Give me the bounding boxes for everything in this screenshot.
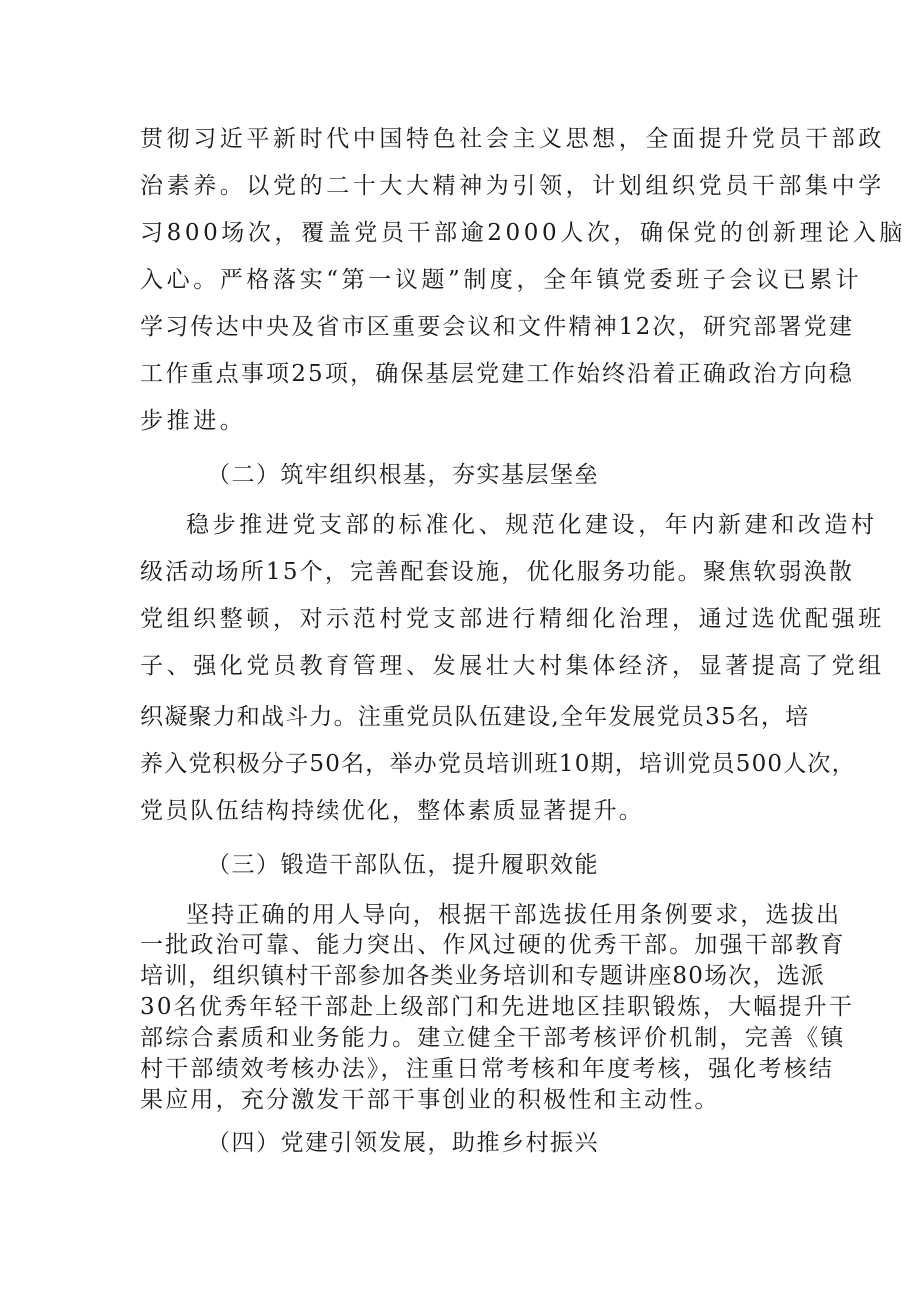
section-heading: （四）党建引领发展，助推乡村振兴 — [207, 1130, 599, 1156]
paragraph-2-line: 级活动场所15个，完善配套设施，优化服务功能。聚焦软弱涣散 — [140, 559, 855, 585]
section-heading: （二）筑牢组织根基，夯实基层堡垒 — [207, 462, 599, 488]
paragraph-1-line: 学习传达中央及省市区重要会议和文件精神12次，研究部署党建 — [140, 314, 855, 340]
paragraph-3-line: 坚持正确的用人导向，根据干部选拔任用条例要求，选拔出 — [186, 902, 842, 928]
paragraph-3-line: 村干部绩效考核办法》，注重日常考核和年度考核，强化考核结 — [140, 1056, 835, 1082]
paragraph-2-line: 养入党积极分子50名，举办党员培训班10期，培训党员500人次， — [140, 751, 856, 777]
paragraph-3-line: 部综合素质和业务能力。建立健全干部考核评价机制，完善《镇 — [140, 1025, 846, 1051]
paragraph-1-line: 贯彻习近平新时代中国特色社会主义思想，全面提升党员干部政 — [140, 126, 885, 152]
paragraph-1-line: 入心。严格落实“第一议题”制度，全年镇党委班子会议已累计 — [140, 267, 863, 293]
paragraph-2-line: 子、强化党员教育管理、发展壮大村集体经济，显著提高了党组 — [140, 653, 885, 679]
paragraph-2-line: 织凝聚力和战斗力。注重党员队伍建设,全年发展党员35名，培 — [140, 704, 810, 730]
section-heading: （三）锻造干部队伍，提升履职效能 — [207, 852, 599, 878]
paragraph-2-line: 稳步推进党支部的标准化、规范化建设，年内新建和改造村 — [186, 512, 878, 538]
paragraph-1-line: 步推进。 — [140, 408, 247, 434]
paragraph-1-line: 工作重点事项25项，确保基层党建工作始终沿着正确政治方向稳 — [140, 361, 855, 387]
paragraph-1-line: 治素养。以党的二十大大精神为引领，计划组织党员干部集中学 — [140, 173, 885, 199]
paragraph-2-line: 党员队伍结构持续优化，整体素质显著提升。 — [140, 798, 644, 824]
paragraph-3-line: 30名优秀年轻干部赴上级部门和先进地区挂职锻炼，大幅提升干 — [140, 994, 855, 1020]
paragraph-1-line: 习800场次，覆盖党员干部逾2000人次，确保党的创新理论入脑 — [140, 220, 907, 246]
paragraph-3-line: 果应用，充分激发干部干事创业的积极性和主动性。 — [140, 1087, 720, 1113]
paragraph-3-line: 培训，组织镇村干部参加各类业务培训和专题讲座80场次，选派 — [140, 963, 826, 989]
paragraph-2-line: 党组织整顿，对示范村党支部进行精细化治理，通过选优配强班 — [140, 606, 885, 632]
paragraph-3-line: 一批政治可靠、能力突出、作风过硬的优秀干部。加强干部教育 — [140, 932, 846, 958]
